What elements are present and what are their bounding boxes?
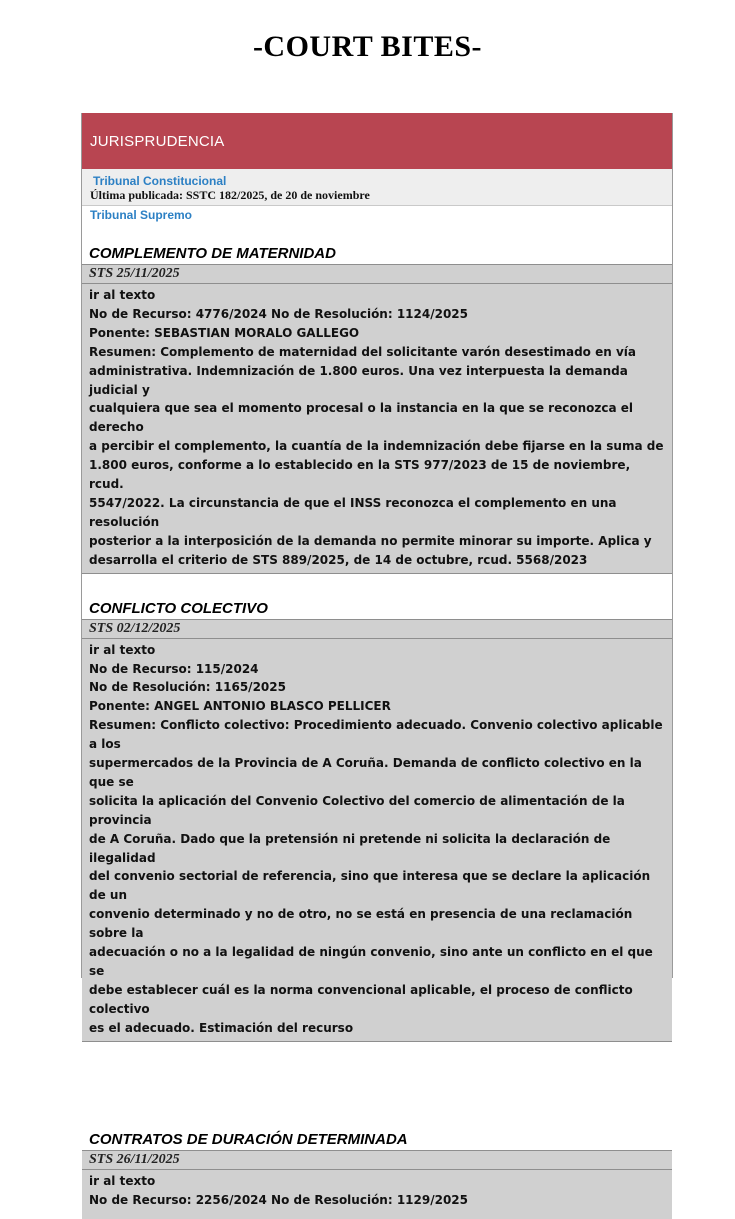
case-block-2 <box>82 639 672 1041</box>
section-heading-conflicto: CONFLICTO COLECTIVO <box>82 599 672 620</box>
section-heading-contratos: CONTRATOS DE DURACIÓN DETERMINADA <box>82 1130 672 1151</box>
resumen-line: adecuación o no a la legalidad de ningún convenio, sino ante un conflicto en el que se <box>89 945 653 978</box>
ir-al-texto-link-1[interactable]: ir al texto <box>89 288 156 302</box>
resumen-line: debe establecer cuál es la norma convencional aplicable, el proceso de conflicto colectivo <box>89 982 633 1016</box>
resumen-line: de A Coruña. Dado que la pretensión ni pretende ni solicita la declaración de ilegalidad <box>89 831 611 865</box>
recurso-text-2: No de Recurso: 115/2024 <box>89 661 259 676</box>
section-heading-complemento: COMPLEMENTO DE MATERNIDAD <box>82 244 672 265</box>
resumen-line: del convenio sectorial de referencia, sino que interesa que se declare la aplicación de un <box>89 869 651 903</box>
resumen-line: convenio determinado y no de otro, no se está en presencia de una reclamación sobre la <box>89 907 633 941</box>
resumen-line: desarrolla el criterio de STS 889/2025, de 14 de octubre, rcud. 5568/2023 <box>89 552 588 567</box>
ir-al-texto-link-3[interactable]: ir al texto <box>89 1173 156 1188</box>
recurso-text-3: No de Recurso: 2256/2024 No de Resolución: 1129/2025 <box>89 1192 469 1207</box>
sts-date-1: STS 25/11/2025 <box>82 265 672 284</box>
section-banner <box>82 113 672 169</box>
resumen-line: a percibir el complemento, la cuantía de la indemnización debe fijarse en la suma de <box>89 439 664 454</box>
resumen-line: Resumen: Complemento de maternidad del solicitante varón desestimado en vía <box>89 344 636 359</box>
resumen-line: supermercados de la Provincia de A Coruña. Demanda de conflicto colectivo en la que se <box>89 756 642 789</box>
case-block-3 <box>82 1170 672 1219</box>
case-block-1 <box>82 284 672 573</box>
resolucion-text-2: No de Resolución: 1165/2025 <box>89 680 286 695</box>
tribunal-constitucional-link[interactable]: Tribunal Constitucional <box>93 174 227 188</box>
ponente-text-1: Ponente: SEBASTIAN MORALO GALLEGO <box>89 325 360 340</box>
resumen-line: solicita la aplicación del Convenio Colectivo del comercio de alimentación de la provincia <box>89 793 625 827</box>
ponente-text-2: Ponente: ANGEL ANTONIO BLASCO PELLICER <box>89 699 391 714</box>
resumen-line: administrativa. Indemnización de 1.800 euros. Una vez interpuesta la demanda judicial y <box>89 363 628 397</box>
resumen-line: 5547/2022. La circunstancia de que el INSS reconozca el complemento en una resolución <box>89 495 617 529</box>
tribunal-constitucional-box <box>82 169 672 206</box>
resumen-line: posterior a la interposición de la demanda no permite minorar su importe. Aplica y <box>89 533 652 548</box>
resumen-line: cualquiera que sea el momento procesal o la instancia en la que se reconozca el derecho <box>89 401 633 435</box>
sts-date-3: STS 26/11/2025 <box>82 1151 672 1170</box>
last-published-text: Última publicada: SSTC 182/2025, de 20 de noviembre <box>90 188 370 202</box>
resumen-line: Resumen: Conflicto colectivo: Procedimiento adecuado. Convenio colectivo aplicable a los <box>89 718 663 752</box>
banner-label: JURISPRUDENCIA <box>90 132 225 150</box>
recurso-text-1: No de Recurso: 4776/2024 No de Resolución: 1124/2025 <box>89 306 469 321</box>
resumen-line: es el adecuado. Estimación del recurso <box>89 1020 354 1035</box>
resumen-line: 1.800 euros, conforme a lo establecido en la STS 977/2023 de 15 de noviembre, rcud. <box>89 458 631 492</box>
ir-al-texto-link-2[interactable]: ir al texto <box>89 642 156 657</box>
jurisprudence-table <box>81 113 673 1207</box>
tribunal-supremo-link[interactable]: Tribunal Supremo <box>90 208 193 222</box>
page-title: -COURT BITES- <box>252 30 483 63</box>
sts-date-2: STS 02/12/2025 <box>82 620 672 639</box>
